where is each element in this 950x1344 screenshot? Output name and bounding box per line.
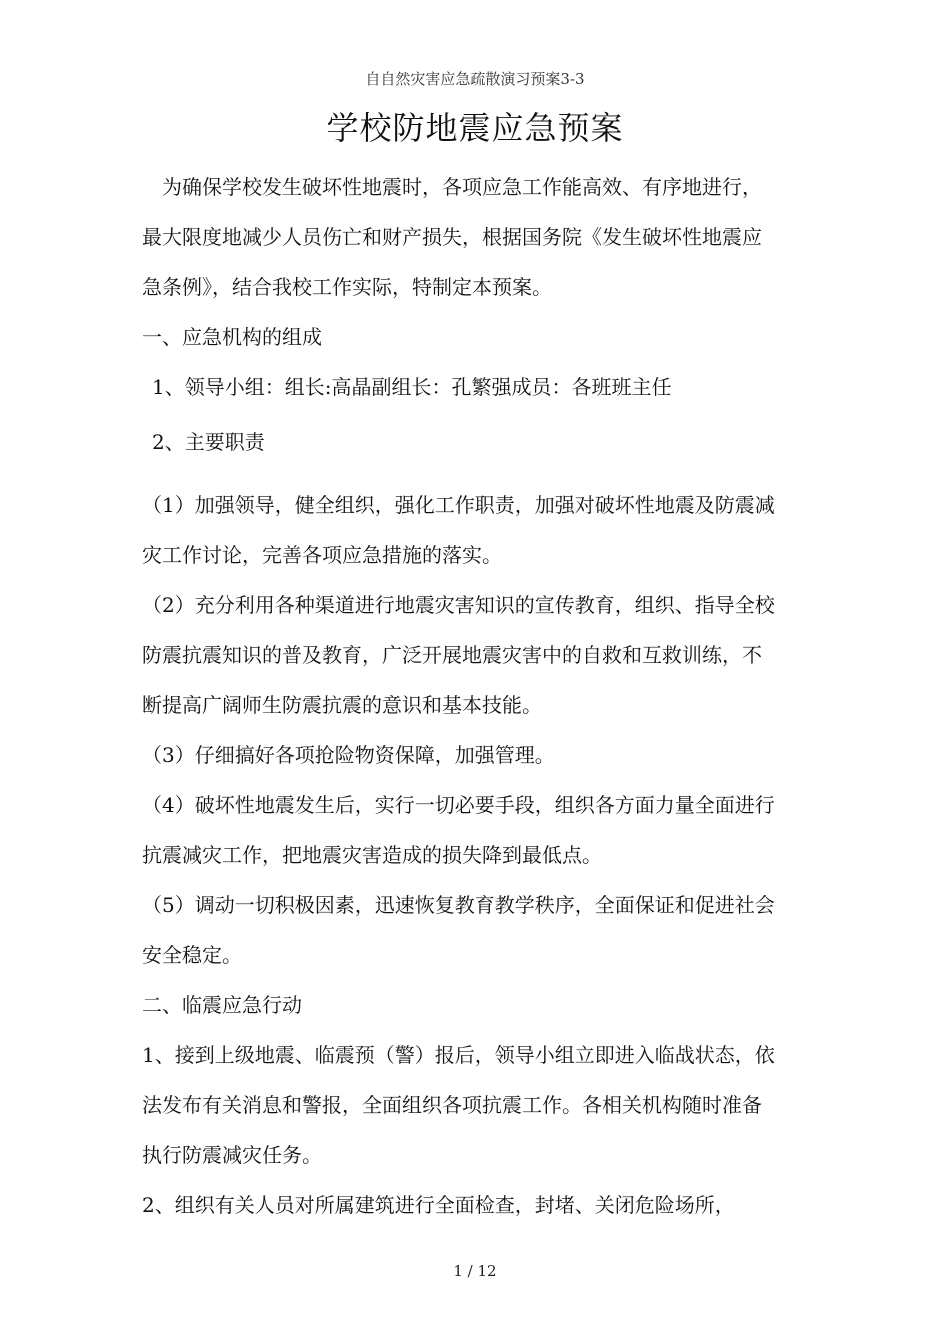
paragraph-line: 执行防震减灾任务。	[142, 1143, 322, 1167]
paragraph-line: 急条例》，结合我校工作实际，特制定本预案。	[142, 275, 552, 299]
paragraph-line: 法发布有关消息和警报，全面组织各项抗震工作。各相关机构随时准备	[142, 1093, 762, 1117]
page-number: 1 / 12	[453, 1262, 497, 1280]
paragraph-line: 安全稳定。	[142, 943, 242, 967]
list-item: 2、主要职责	[152, 430, 265, 454]
paragraph-line: 为确保学校发生破坏性地震时，各项应急工作能高效、有序地进行，	[162, 175, 762, 199]
section-heading: 一、应急机构的组成	[142, 325, 322, 349]
paragraph-line: 抗震减灾工作，把地震灾害造成的损失降到最低点。	[142, 843, 602, 867]
document-title: 学校防地震应急预案	[326, 109, 624, 147]
page-header: 自自然灾害应急疏散演习预案3-3	[365, 70, 585, 88]
list-item: （1）加强领导，健全组织，强化工作职责，加强对破坏性地震及防震减	[142, 493, 775, 517]
list-item: 1、接到上级地震、临震预（警）报后，领导小组立即进入临战状态，依	[142, 1043, 775, 1067]
paragraph-line: 最大限度地减少人员伤亡和财产损失，根据国务院《发生破坏性地震应	[142, 225, 762, 249]
paragraph-line: 防震抗震知识的普及教育，广泛开展地震灾害中的自救和互救训练，不	[142, 643, 762, 667]
section-heading: 二、临震应急行动	[142, 993, 302, 1017]
list-item: （4）破坏性地震发生后，实行一切必要手段，组织各方面力量全面进行	[142, 793, 775, 817]
list-item: 2、组织有关人员对所属建筑进行全面检查，封堵、关闭危险场所，	[142, 1193, 735, 1217]
paragraph-line: 断提高广阔师生防震抗震的意识和基本技能。	[142, 693, 542, 717]
list-item: （5）调动一切积极因素，迅速恢复教育教学秩序，全面保证和促进社会	[142, 893, 775, 917]
list-item: （3）仔细搞好各项抢险物资保障，加强管理。	[142, 743, 555, 767]
list-item: （2）充分利用各种渠道进行地震灾害知识的宣传教育，组织、指导全校	[142, 593, 775, 617]
list-item: 1、领导小组：组长:高晶副组长：孔繁强成员：各班班主任	[152, 375, 672, 399]
paragraph-line: 灾工作讨论，完善各项应急措施的落实。	[142, 543, 502, 567]
